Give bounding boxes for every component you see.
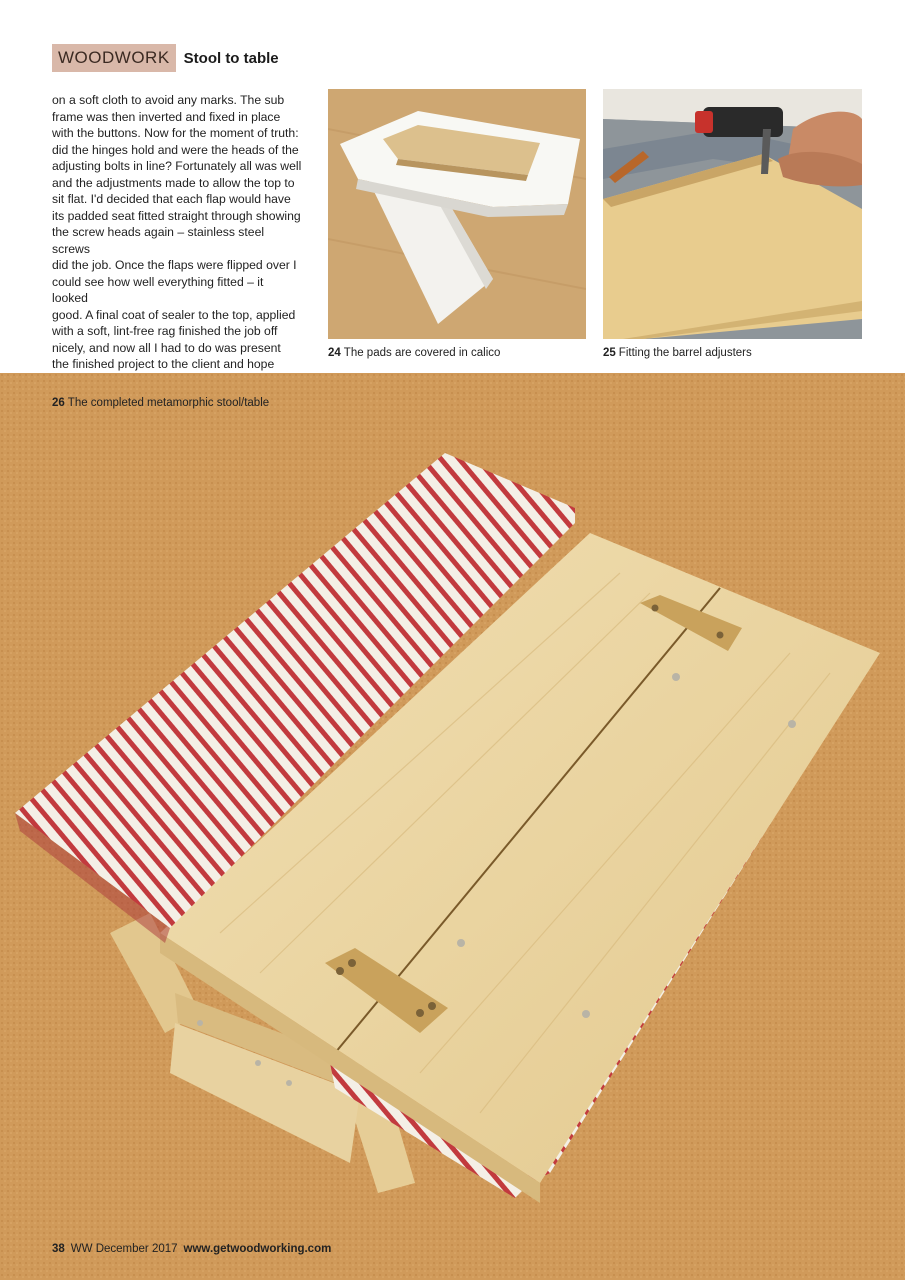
figure-caption: [52, 397, 269, 409]
photo-barrel-adjusters: [603, 89, 862, 339]
body-line: nicely, and now all I had to do was present: [52, 340, 281, 355]
photo-completed-stool: [0, 373, 905, 1280]
body-line: did the hinges hold and were the heads of the: [52, 142, 299, 157]
body-line: and the adjustments made to allow the top to: [52, 175, 295, 190]
body-line: its padded seat fitted straight through showing: [52, 208, 301, 223]
body-line: sit flat. I'd decided that each flap would have: [52, 192, 291, 206]
figure-caption-text: The completed metamorphic stool/table: [67, 397, 270, 409]
body-line: frame was then inverted and fixed in place: [52, 109, 281, 124]
figure-number: 25: [603, 347, 616, 359]
body-line: the screw heads again – stainless steel screws: [52, 225, 265, 256]
body-line: could see how well everything fitted – it looked: [52, 274, 264, 305]
figure-caption-text: Fitting the barrel adjusters: [618, 347, 752, 359]
body-text: [52, 92, 302, 389]
body-line: with the buttons. Now for the moment of truth:: [52, 126, 299, 140]
article-title: Stool to table: [183, 49, 279, 67]
body-line: did the job. Once the flaps were flipped over I: [52, 258, 297, 272]
issue-label: WW December 2017: [70, 1243, 178, 1255]
figure-number: 26: [52, 397, 65, 409]
figure-caption: [328, 347, 500, 359]
body-line: good. A final coat of sealer to the top, applied: [52, 307, 296, 322]
page-footer: [52, 1243, 331, 1255]
figure-caption-text: The pads are covered in calico: [343, 347, 501, 359]
body-line: the finished project to the client and hope: [52, 357, 275, 371]
website-url: www.getwoodworking.com: [183, 1243, 332, 1255]
figure-number: 24: [328, 347, 341, 359]
page-number: 38: [52, 1243, 65, 1255]
body-line: adjusting bolts in line? Fortunately all was well: [52, 159, 302, 173]
photo-calico-pads: [328, 89, 586, 339]
section-tag: WOODWORK: [52, 44, 176, 72]
body-line: with a soft, lint-free rag finished the job off: [52, 324, 278, 338]
body-line: on a soft cloth to avoid any marks. The sub: [52, 93, 285, 107]
page-header: [52, 44, 279, 72]
figure-caption: [603, 347, 752, 359]
